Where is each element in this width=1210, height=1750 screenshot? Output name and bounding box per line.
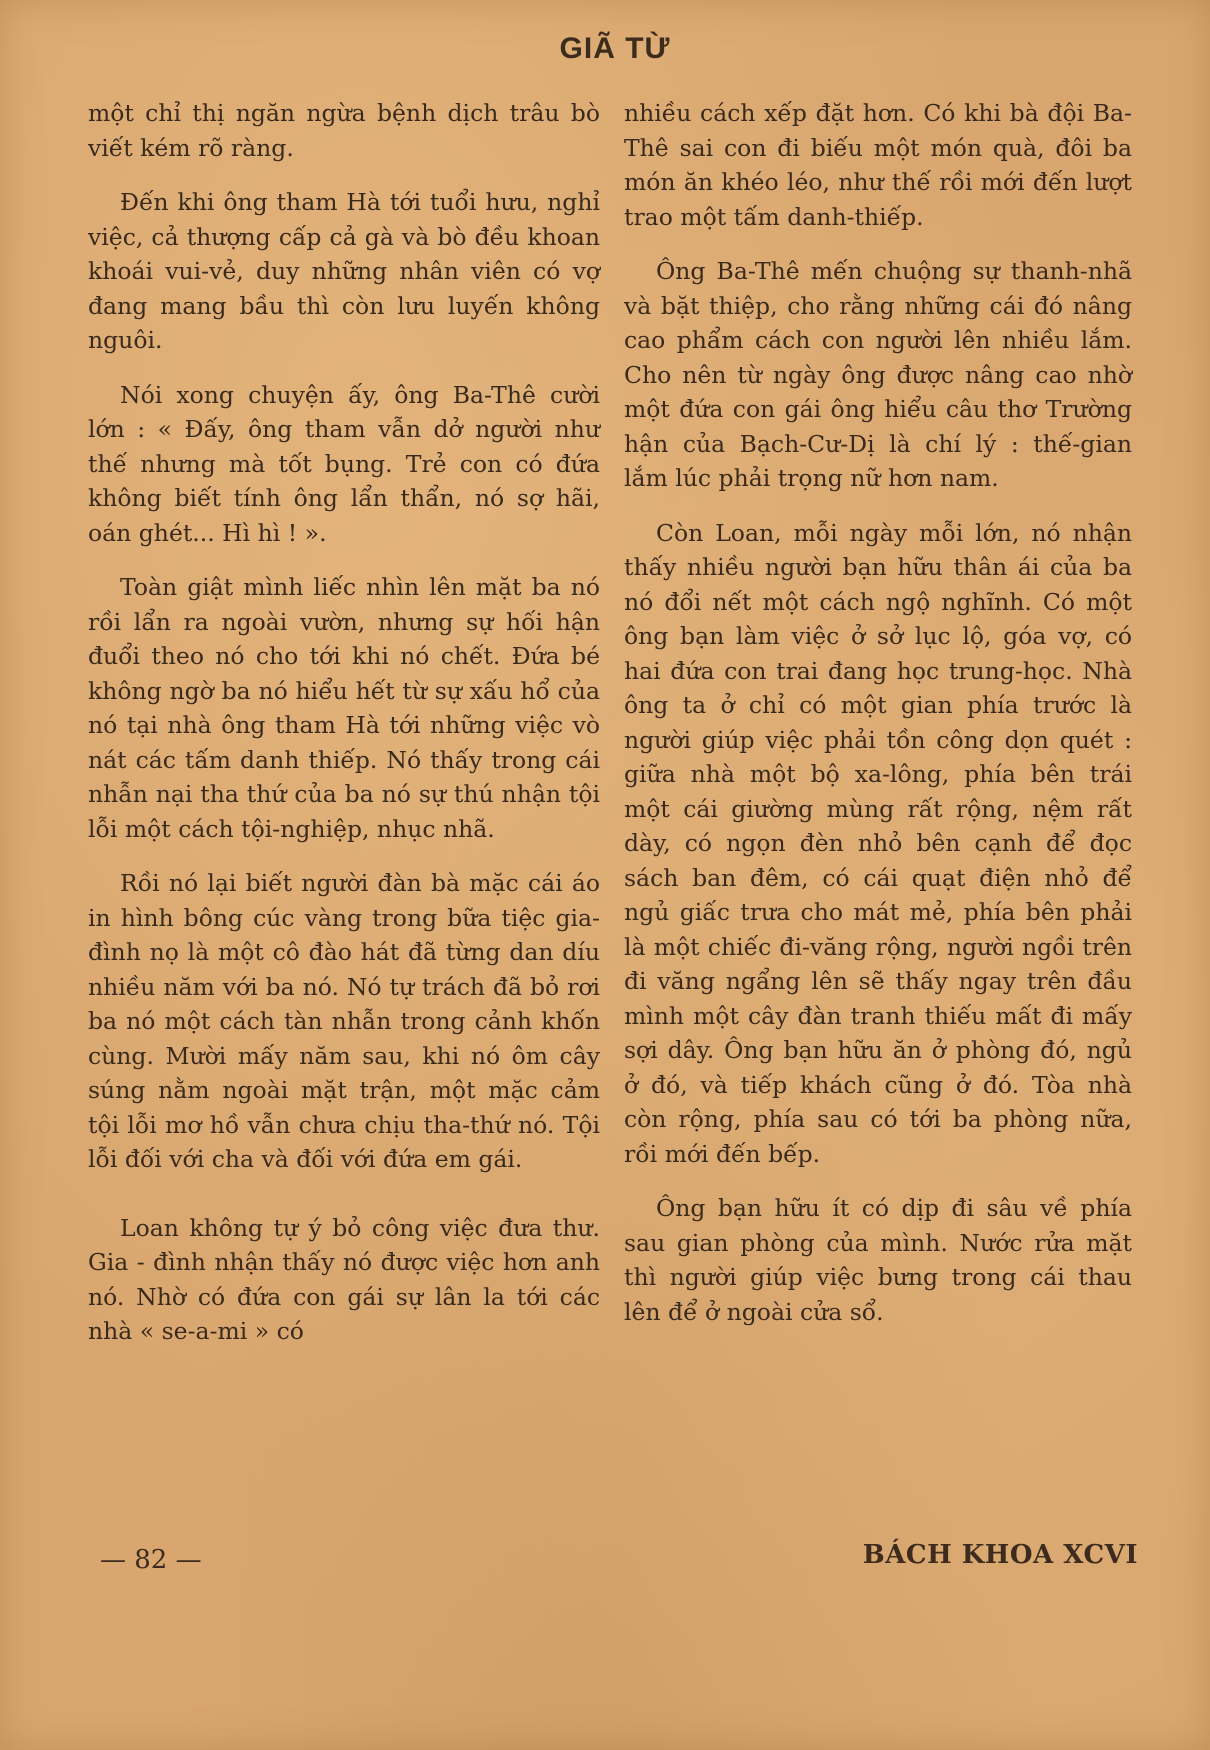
paragraph: Toàn giật mình liếc nhìn lên mặt ba nó rồi lẩn ra ngoài vườn, nhưng sự hối hận đuổi theo nó cho tới khi nó chết. Đứa bé không ngờ ba nó hiểu hết từ sự xấu hổ của nó tại nhà ông tham Hà tới những việc vò nát các tấm danh thiếp. Nó thấy trong cái nhẫn nại tha thứ của ba nó sự thú nhận tội lỗi một cách tội-nghiệp, nhục nhã. xyxy=(88,573,600,843)
right-column xyxy=(624,96,1132,1349)
paragraph: Còn Loan, mỗi ngày mỗi lớn, nó nhận thấy nhiều người bạn hữu thân ái của ba nó đổi nết một cách ngộ nghĩnh. Có một ông bạn làm việc ở sở lục lộ, góa vợ, có hai đứa con trai đang học trung-học. Nhà ông ta ở chỉ có một gian phía trước là người giúp việc phải tồn công dọn quét : giữa nhà một bộ xa-lông, phía bên trái một cái giường mùng rất rộng, nệm rất dày, có ngọn đèn nhỏ bên cạnh để đọc sách ban đêm, có cái quạt điện nhỏ để ngủ giấc trưa cho mát mẻ, phía bên phải là một chiếc đi-văng rộng, người ngồi trên đi văng ngẩng lên sẽ thấy ngay trên đầu mình một cây đàn tranh thiếu mất đi mấy sợi dây. Ông bạn hữu ăn ở phòng đó, ngủ ở đó, và tiếp khách cũng ở đó. Tòa nhà còn rộng, phía sau có tới ba phòng nữa, rồi mới đến bếp. xyxy=(624,518,1132,1168)
publication-title: BÁCH KHOA XCVI xyxy=(862,1540,1138,1570)
paragraph: Ông Ba-Thê mến chuộng sự thanh-nhã và bặt thiệp, cho rằng những cái đó nâng cao phẩm cách con người lên nhiều lắm. Cho nên từ ngày ông được nâng cao nhờ một đứa con gái ông hiểu câu thơ Trường hận của Bạch-Cư-Dị là chí lý : thế-gian lắm lúc phải trọng nữ hơn nam. xyxy=(624,257,1132,492)
paragraph: Loan không tự ý bỏ công việc đưa thư. Gia - đình nhận thấy nó được việc hơn anh nó. Nhờ có đứa con gái sự lân la tới các nhà « se-a-mi » có xyxy=(88,1213,600,1345)
left-column xyxy=(88,96,600,1369)
paragraph: một chỉ thị ngăn ngừa bệnh dịch trâu bò viết kém rõ ràng. xyxy=(88,99,600,162)
running-header: GIÃ TỪ xyxy=(559,32,671,65)
paragraph: Nói xong chuyện ấy, ông Ba-Thê cười lớn : « Đấy, ông tham vẫn dở người như thế nhưng mà tốt bụng. Trẻ con có đứa không biết tính ông lẩn thẩn, nó sợ hãi, oán ghét... Hì hì ! ». xyxy=(88,380,600,547)
paragraph: Ông bạn hữu ít có dịp đi sâu về phía sau gian phòng của mình. Nước rửa mặt thì người giúp việc bưng trong cái thau lên để ở ngoài cửa sổ. xyxy=(624,1194,1132,1326)
page-number: — 82 — xyxy=(100,1545,202,1575)
paragraph: Rồi nó lại biết người đàn bà mặc cái áo in hình bông cúc vàng trong bữa tiệc gia-đình nọ là một cô đào hát đã từng dan díu nhiều năm với ba nó. Nó tự trách đã bỏ rơi ba nó một cách tàn nhẫn trong cảnh khốn cùng. Mười mấy năm sau, khi nó ôm cây súng nằm ngoài mặt trận, một mặc cảm tội lỗi mơ hồ vẫn chưa chịu tha-thứ nó. Tội lỗi đối với cha và đối với đứa em gái. xyxy=(88,869,600,1173)
paragraph: nhiều cách xếp đặt hơn. Có khi bà đội Ba-Thê sai con đi biếu một món quà, đôi ba món ăn khéo léo, như thế rồi mới đến lượt trao một tấm danh-thiếp. xyxy=(624,99,1132,231)
paragraph: Đến khi ông tham Hà tới tuổi hưu, nghỉ việc, cả thượng cấp cả gà và bò đều khoan khoái vui-vẻ, duy những nhân viên có vợ đang mang bầu thì còn lưu luyến không nguôi. xyxy=(88,188,600,354)
